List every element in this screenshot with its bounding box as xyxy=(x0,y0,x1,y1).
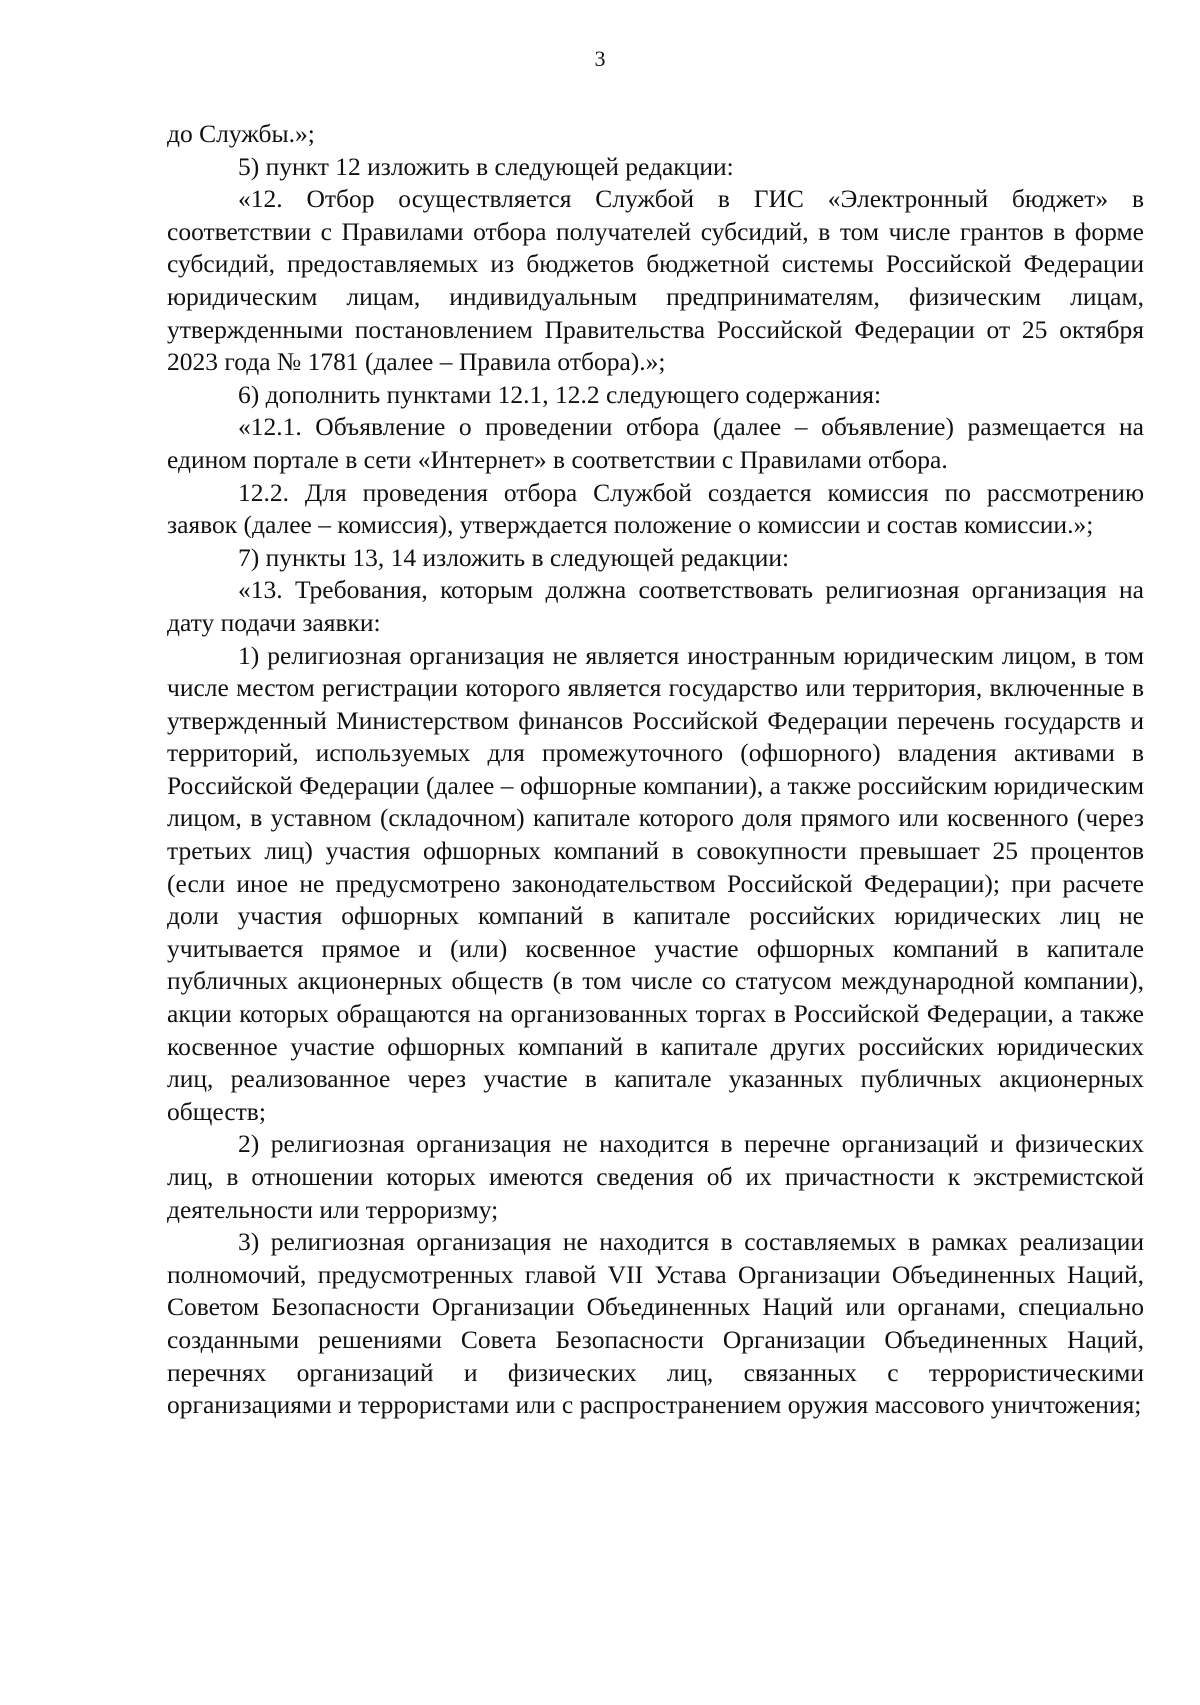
page-number: 3 xyxy=(594,46,606,71)
paragraph-point-12-2: 12.2. Для проведения отбора Службой создается комиссия по рассмотрению заявок (далее – комиссия), утверждается положение о комиссии и состав комиссии.»; xyxy=(167,477,1144,540)
paragraph-item-6: 6) дополнить пунктами 12.1, 12.2 следующего содержания: xyxy=(238,379,882,409)
paragraph-requirement-2: 2) религиозная организация не находится в перечне организаций и физических лиц, в отношении которых имеются сведения об их причастности к экстремистской деятельности или терроризму; xyxy=(167,1129,1144,1224)
paragraph-item-5: 5) пункт 12 изложить в следующей редакции: xyxy=(238,151,734,181)
paragraph-point-12-1: «12.1. Объявление о проведении отбора (далее – объявление) размещается на едином портале в сети «Интернет» в соответствии с Правилами отбора. xyxy=(167,412,1144,474)
paragraph-point-12: «12. Отбор осуществляется Службой в ГИС «Электронный бюджет» в соответствии с Правилами отбора получателей субсидий, в том числе грантов в форме субсидий, предоставляемых из бюджетов бюджетной системы Российской Федерации юридическим лицам, индивидуальным предпринимателям, физическим лицам, утвержденными постановлением Правительства Российской Федерации от 25 октября 2023 года № 1781 (далее – Правила отбора).»; xyxy=(167,184,1144,377)
paragraph-requirement-1: 1) религиозная организация не является иностранным юридическим лицом, в том числе местом регистрации которого является государство или территория, включенные в утвержденный Министерством финансов Российской Федерации перечень государств и территорий, используемых для промежуточного (офшорного) владения активами в Российской Федерации (далее – офшорные компании), а также российским юридическим лицом, в уставном (складочном) капитале которого доля прямого или косвенного (через третьих лиц) участия офшорных компаний в совокупности превышает 25 процентов (если иное не предусмотрено законодательством Российской Федерации); при расчете доли участия офшорных компаний в капитале российских юридических лиц не учитывается прямое и (или) косвенное участие офшорных компаний в капитале публичных акционерных обществ (в том числе со статусом международной компании), акции которых обращаются на организованных торгах в Российской Федерации, а также косвенное участие офшорных компаний в капитале других российских юридических лиц, реализованное через участие в капитале указанных публичных акционерных обществ; xyxy=(167,640,1144,1126)
paragraph-requirement-3: 3) религиозная организация не находится в составляемых в рамках реализации полномочий, предусмотренных главой VII Устава Организации Объединенных Наций, Советом Безопасности Организации Объединенных Наций или органами, специально созданными решениями Совета Безопасности Организации Объединенных Наций, перечнях организаций и физических лиц, связанных с террористическими организациями и террористами или с распространением оружия массового уничтожения; xyxy=(167,1227,1144,1420)
document-body xyxy=(167,118,1144,1422)
paragraph-item-7: 7) пункты 13, 14 изложить в следующей редакции: xyxy=(238,542,790,572)
paragraph-point-13: «13. Требования, которым должна соответствовать религиозная организация на дату подачи заявки: xyxy=(167,575,1144,637)
paragraph-continuation: до Службы.»; xyxy=(167,119,315,148)
